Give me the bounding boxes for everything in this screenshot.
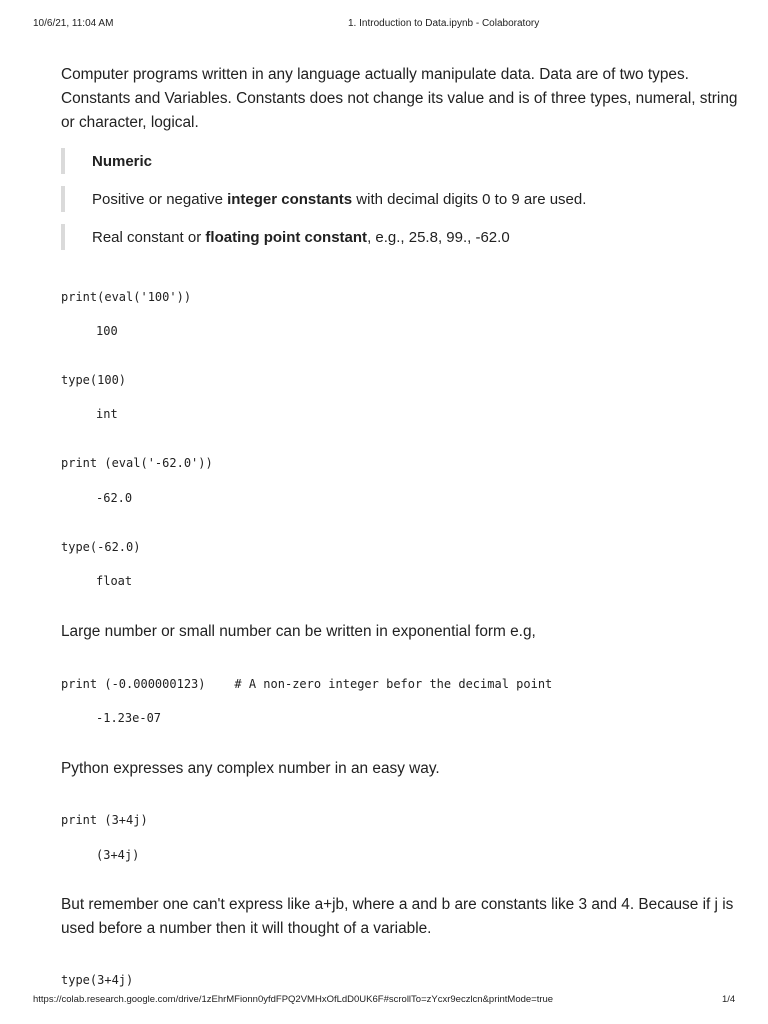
- code-cell-type-100[interactable]: type(100): [61, 373, 127, 387]
- print-datetime: 10/6/21, 11:04 AM: [33, 18, 114, 29]
- code-cell-type-complex[interactable]: type(3+4j): [61, 973, 134, 987]
- quote-bar: [61, 224, 65, 250]
- code-cell-complex[interactable]: print (3+4j): [61, 813, 148, 827]
- remember-paragraph: [61, 893, 741, 941]
- remember-line-1: But remember one can't express like a+jb, where a and b are constants like 3 and 4. Because if j is: [61, 896, 734, 913]
- intro-paragraph: [61, 63, 741, 135]
- print-page-number: 1/4: [722, 994, 736, 1005]
- output-neg62: -62.0: [96, 491, 133, 505]
- integer-quote: [61, 186, 586, 212]
- code-cell-eval-neg62[interactable]: print (eval('-62.0')): [61, 456, 213, 470]
- quote-bar: [61, 186, 65, 212]
- print-url: https://colab.research.google.com/drive/1zEhrMFionn0yfdFPQ2VMHxOfLdD0UK6F#scrollTo=zYcxr9eczlcn&printMode=true: [33, 994, 554, 1005]
- intro-line-1: Computer programs written in any language actually manipulate data. Data are of two types.: [61, 66, 689, 83]
- output-float: float: [96, 574, 133, 588]
- exponential-text: Large number or small number can be written in exponential form e.g,: [61, 623, 536, 640]
- code-cell-exponential[interactable]: print (-0.000000123) # A non-zero integer befor the decimal point: [61, 677, 553, 691]
- integer-constants-text: Positive or negative integer constants with decimal digits 0 to 9 are used.: [92, 190, 587, 208]
- quote-bar: [61, 148, 65, 174]
- numeric-quote: [61, 148, 152, 174]
- intro-line-2: Constants and Variables. Constants does not change its value and is of three types, numeral, string: [61, 90, 738, 107]
- code-cell-type-neg62[interactable]: type(-62.0): [61, 540, 141, 554]
- print-page-title: 1. Introduction to Data.ipynb - Colaboratory: [348, 18, 540, 29]
- intro-line-3: or character, logical.: [61, 114, 199, 131]
- numeric-heading: Numeric: [92, 152, 153, 170]
- output-100: 100: [96, 324, 118, 338]
- complex-text: Python expresses any complex number in an easy way.: [61, 760, 440, 777]
- real-quote: [61, 224, 510, 250]
- floating-point-text: Real constant or floating point constant, e.g., 25.8, 99., -62.0: [92, 228, 510, 246]
- code-cell-eval-100[interactable]: print(eval('100')): [61, 290, 192, 304]
- remember-line-2: used before a number then it will thought of a variable.: [61, 920, 432, 937]
- output-int: int: [96, 407, 118, 421]
- output-exponential: -1.23e-07: [96, 711, 162, 725]
- output-complex: (3+4j): [96, 848, 140, 862]
